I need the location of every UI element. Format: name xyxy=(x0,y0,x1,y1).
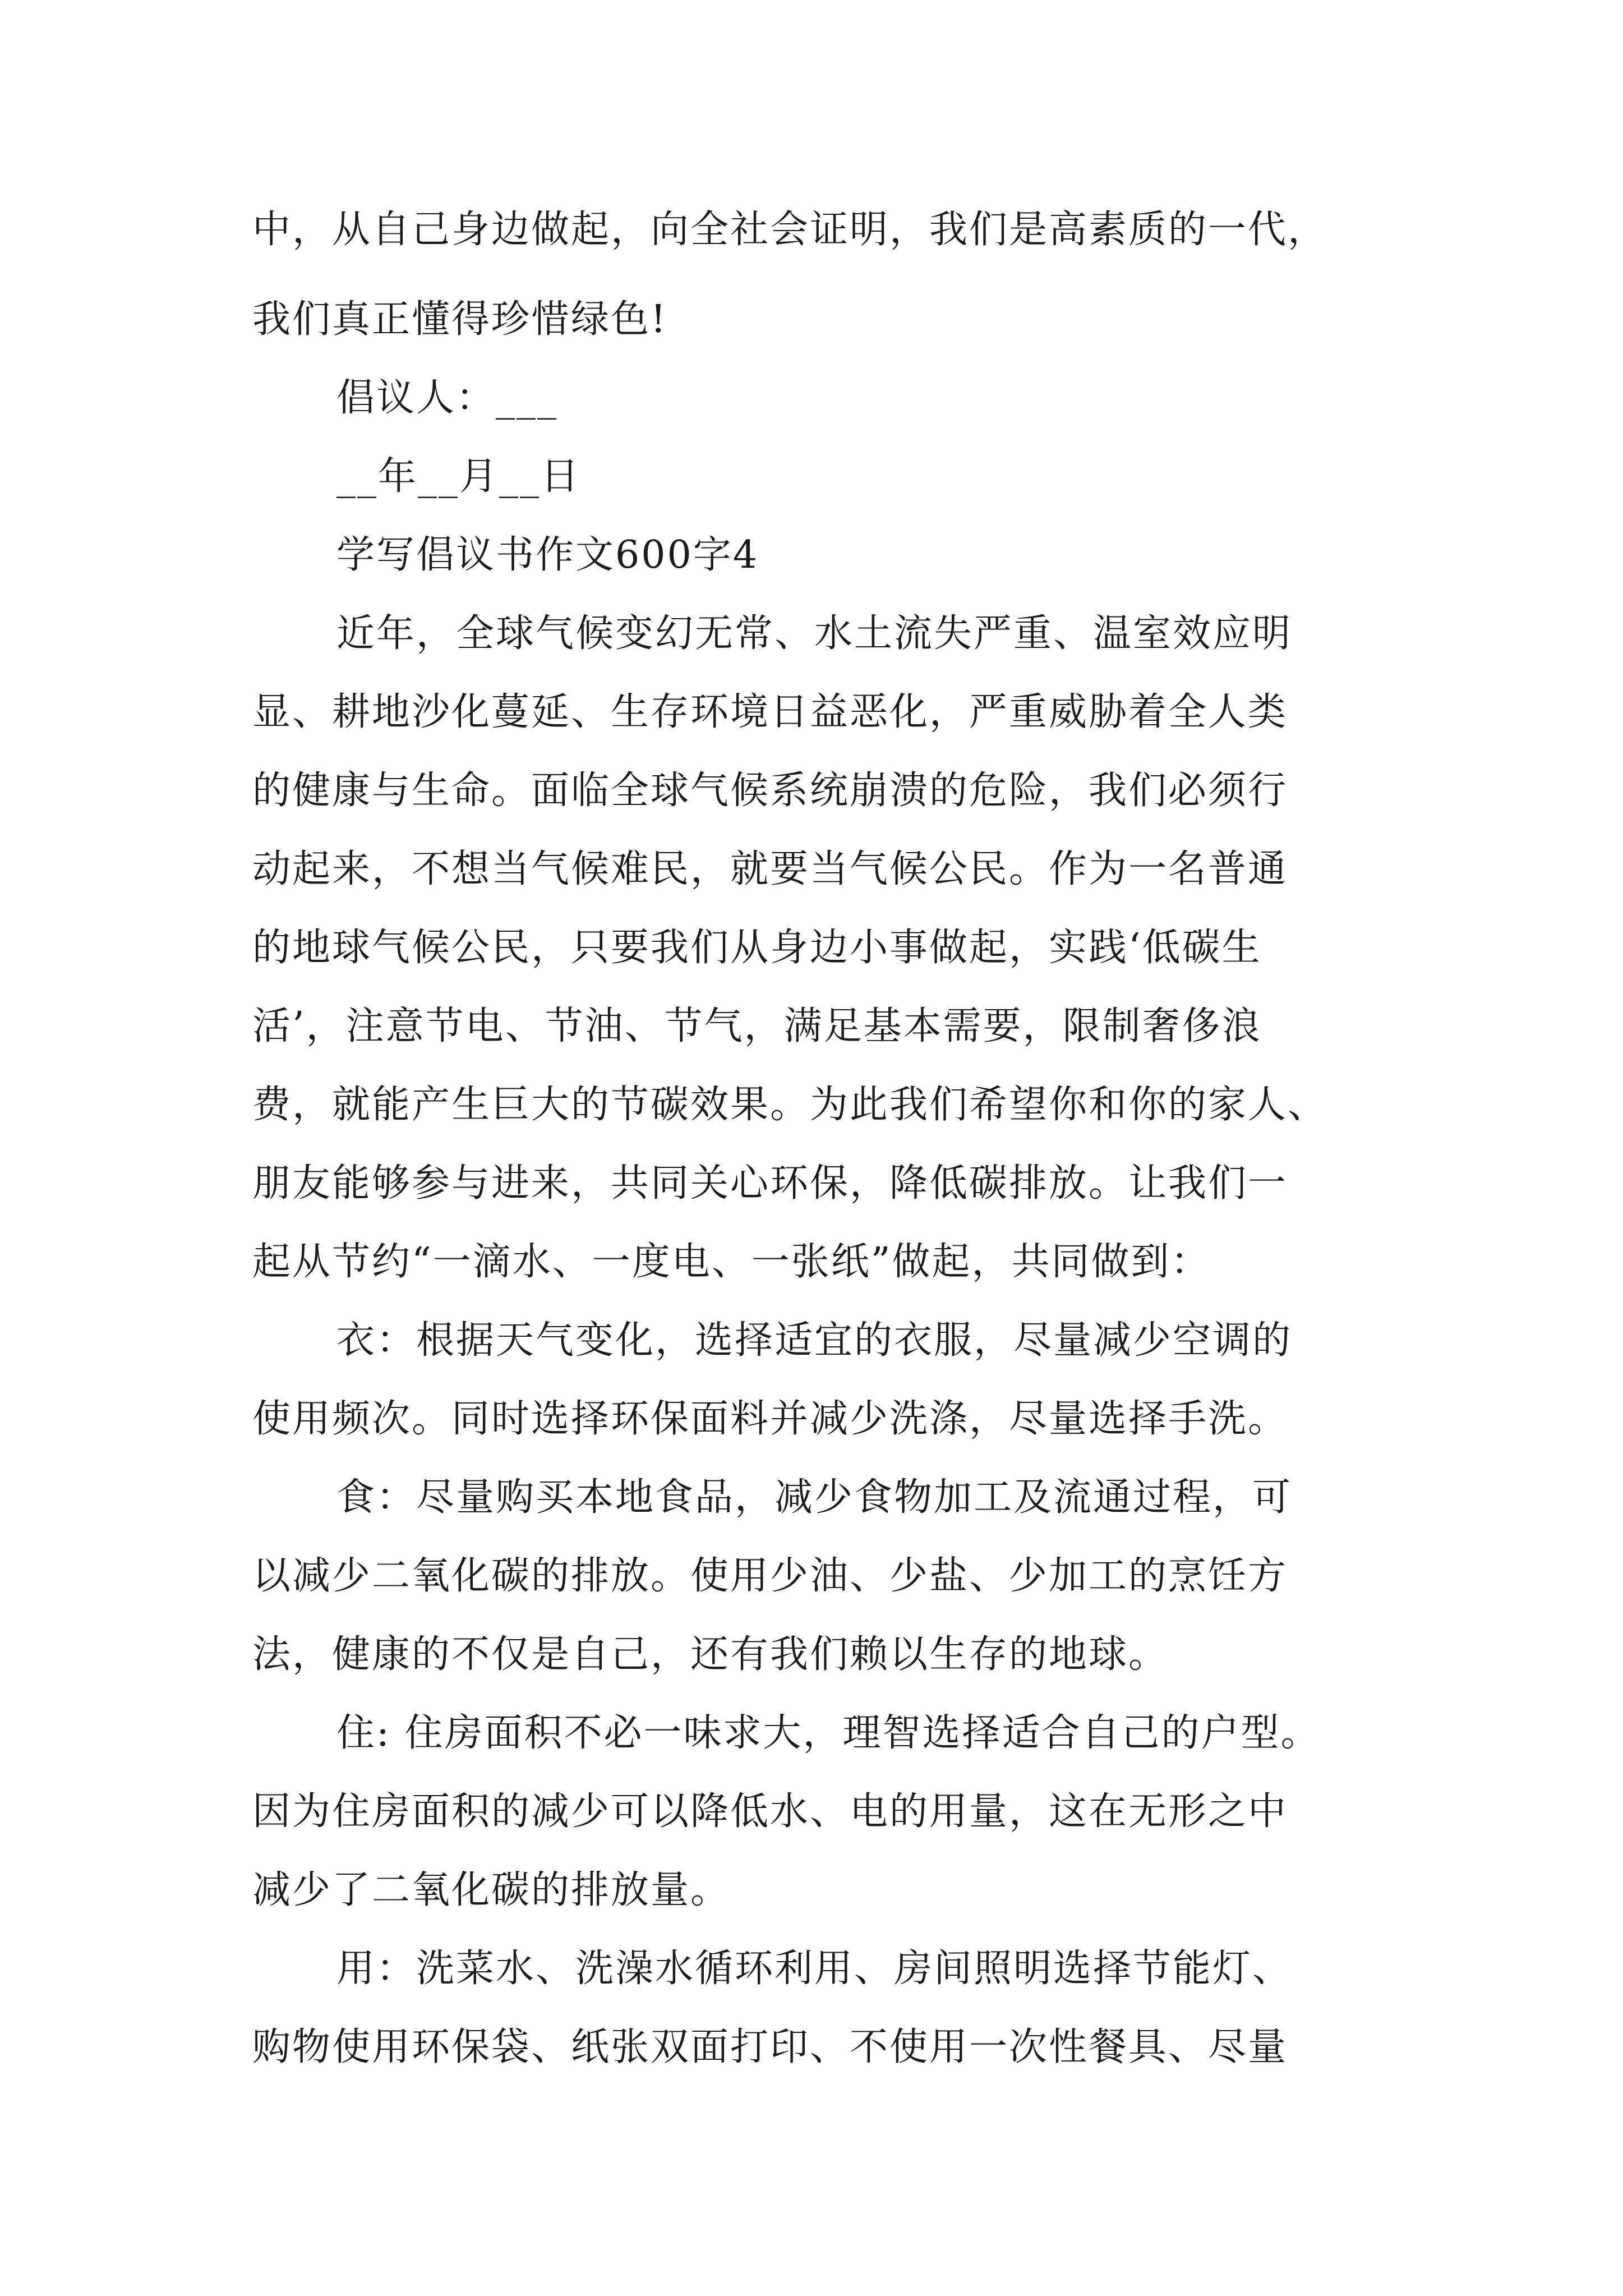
paragraph-line: 费，就能产生巨大的节碳效果。为此我们希望你和你的家人、 xyxy=(252,1083,1328,1127)
paragraph-line: 动起来，不想当气候难民，就要当气候公民。作为一名普通 xyxy=(252,847,1288,891)
signature-line: 倡议人：___ xyxy=(336,376,559,420)
date-line: __年__月__日 xyxy=(336,454,581,499)
paragraph-line: 食：尽量购买本地食品，减少食物加工及流通过程，可 xyxy=(336,1475,1293,1520)
paragraph-line: 的地球气候公民，只要我们从身边小事做起，实践‘低碳生 xyxy=(252,926,1262,970)
paragraph-line: 显、耕地沙化蔓延、生存环境日益恶化，严重威胁着全人类 xyxy=(252,690,1288,734)
paragraph-line: 使用频次。同时选择环保面料并减少洗涤，尽量选择手洗。 xyxy=(252,1397,1288,1441)
paragraph-line: 减少了二氧化碳的排放量。 xyxy=(252,1868,731,1912)
paragraph-line: 朋友能够参与进来，共同关心环保，降低碳排放。让我们一 xyxy=(252,1161,1288,1205)
paragraph-line: 用：洗菜水、洗澡水循环利用、房间照明选择节能灯、 xyxy=(336,1947,1293,1991)
paragraph-line: 近年，全球气候变幻无常、水土流失严重、温室效应明 xyxy=(336,611,1293,656)
paragraph-line: 法，健康的不仅是自己，还有我们赖以生存的地球。 xyxy=(252,1632,1169,1677)
paragraph-line: 衣：根据天气变化，选择适宜的衣服，尽量减少空调的 xyxy=(336,1318,1293,1363)
paragraph-line: 活’，注意节电、节油、节气，满足基本需要，限制奢侈浪 xyxy=(252,1004,1262,1048)
paragraph-line: 我们真正懂得珍惜绿色! xyxy=(252,297,668,342)
paragraph-line: 以减少二氧化碳的排放。使用少油、少盐、少加工的烹饪方 xyxy=(252,1554,1288,1598)
paragraph-line: 起从节约“一滴水、一度电、一张纸”做起，共同做到： xyxy=(252,1240,1211,1284)
paragraph-line: 中，从自己身边做起，向全社会证明，我们是高素质的一代， xyxy=(252,208,1328,252)
section-heading: 学写倡议书作文600字4 xyxy=(336,533,759,577)
paragraph-line: 购物使用环保袋、纸张双面打印、不使用一次性餐具、尽量 xyxy=(252,2025,1288,2069)
paragraph-line: 住: 住房面积不必一味求大，理智选择适合自己的户型。 xyxy=(336,1711,1321,1755)
paragraph-line: 的健康与生命。面临全球气候系统崩溃的危险，我们必须行 xyxy=(252,769,1288,813)
paragraph-line: 因为住房面积的减少可以降低水、电的用量，这在无形之中 xyxy=(252,1789,1288,1834)
